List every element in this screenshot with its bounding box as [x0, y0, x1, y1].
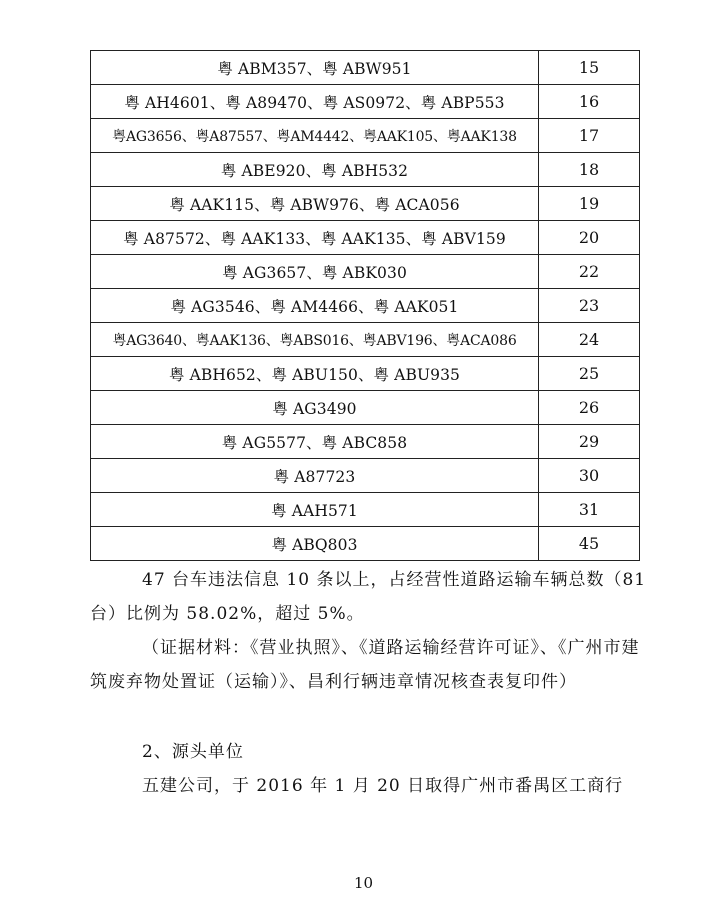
plate-count-table: [90, 50, 640, 561]
count-cell: 31: [539, 493, 640, 527]
page-number: 10: [353, 874, 374, 892]
table-row: [91, 187, 640, 221]
plates-cell: 粤 ABH652、粤 ABU150、粤 ABU935: [91, 357, 539, 391]
plates-cell: 粤 ABQ803: [91, 527, 539, 561]
plates-cell: 粤 ABM357、粤 ABW951: [91, 51, 539, 85]
plates-cell: 粤 AG3657、粤 ABK030: [91, 255, 539, 289]
plates-cell: 粤 AG3546、粤 AM4466、粤 AAK051: [91, 289, 539, 323]
count-cell: 20: [539, 221, 640, 255]
violation-ratio-paragraph: 47 台车违法信息 10 条以上，占经营性道路运输车辆总数（81 台）比例为 58.02%，超过 5%。: [90, 570, 647, 624]
plates-cell: 粤AG3640、粤AAK136、粤ABS016、粤ABV196、粤ACA086: [91, 323, 539, 357]
table-row: [91, 459, 640, 493]
table-row: [91, 527, 640, 561]
count-cell: 15: [539, 51, 640, 85]
section-heading-source-unit: 2、源头单位: [142, 742, 244, 762]
plates-cell: 粤 AAH571: [91, 493, 539, 527]
table-row: [91, 221, 640, 255]
count-cell: 45: [539, 527, 640, 561]
table-row: [91, 493, 640, 527]
table-row: [91, 289, 640, 323]
count-cell: 30: [539, 459, 640, 493]
table-row: [91, 357, 640, 391]
plates-cell: 粤 AH4601、粤 A89470、粤 AS0972、粤 ABP553: [91, 85, 539, 119]
plates-cell: 粤 A87723: [91, 459, 539, 493]
plates-cell: 粤 ABE920、粤 ABH532: [91, 153, 539, 187]
count-cell: 18: [539, 153, 640, 187]
count-cell: 25: [539, 357, 640, 391]
count-cell: 19: [539, 187, 640, 221]
table-row: [91, 153, 640, 187]
plates-cell: 粤 AAK115、粤 ABW976、粤 ACA056: [91, 187, 539, 221]
plates-cell: 粤AG3656、粤A87557、粤AM4442、粤AAK105、粤AAK138: [91, 119, 539, 153]
table-row: [91, 323, 640, 357]
table-row: [91, 85, 640, 119]
count-cell: 17: [539, 119, 640, 153]
evidence-materials-paragraph: （证据材料：《营业执照》、《道路运输经营许可证》、《广州市建筑废弃物处置证（运输）》、昌利行辆违章情况核查表复印件）: [90, 638, 640, 692]
count-cell: 22: [539, 255, 640, 289]
plates-cell: 粤 AG3490: [91, 391, 539, 425]
table-row: [91, 51, 640, 85]
plate-count-table-wrapper: [90, 50, 637, 561]
count-cell: 26: [539, 391, 640, 425]
count-cell: 16: [539, 85, 640, 119]
table-row: [91, 255, 640, 289]
plate-count-table-body: [91, 51, 640, 561]
table-row: [91, 119, 640, 153]
count-cell: 24: [539, 323, 640, 357]
count-cell: 29: [539, 425, 640, 459]
plates-cell: 粤 A87572、粤 AAK133、粤 AAK135、粤 ABV159: [91, 221, 539, 255]
table-row: [91, 391, 640, 425]
plates-cell: 粤 AG5577、粤 ABC858: [91, 425, 539, 459]
table-row: [91, 425, 640, 459]
company-registration-paragraph: 五建公司，于 2016 年 1 月 20 日取得广州市番禺区工商行: [142, 776, 624, 796]
count-cell: 23: [539, 289, 640, 323]
